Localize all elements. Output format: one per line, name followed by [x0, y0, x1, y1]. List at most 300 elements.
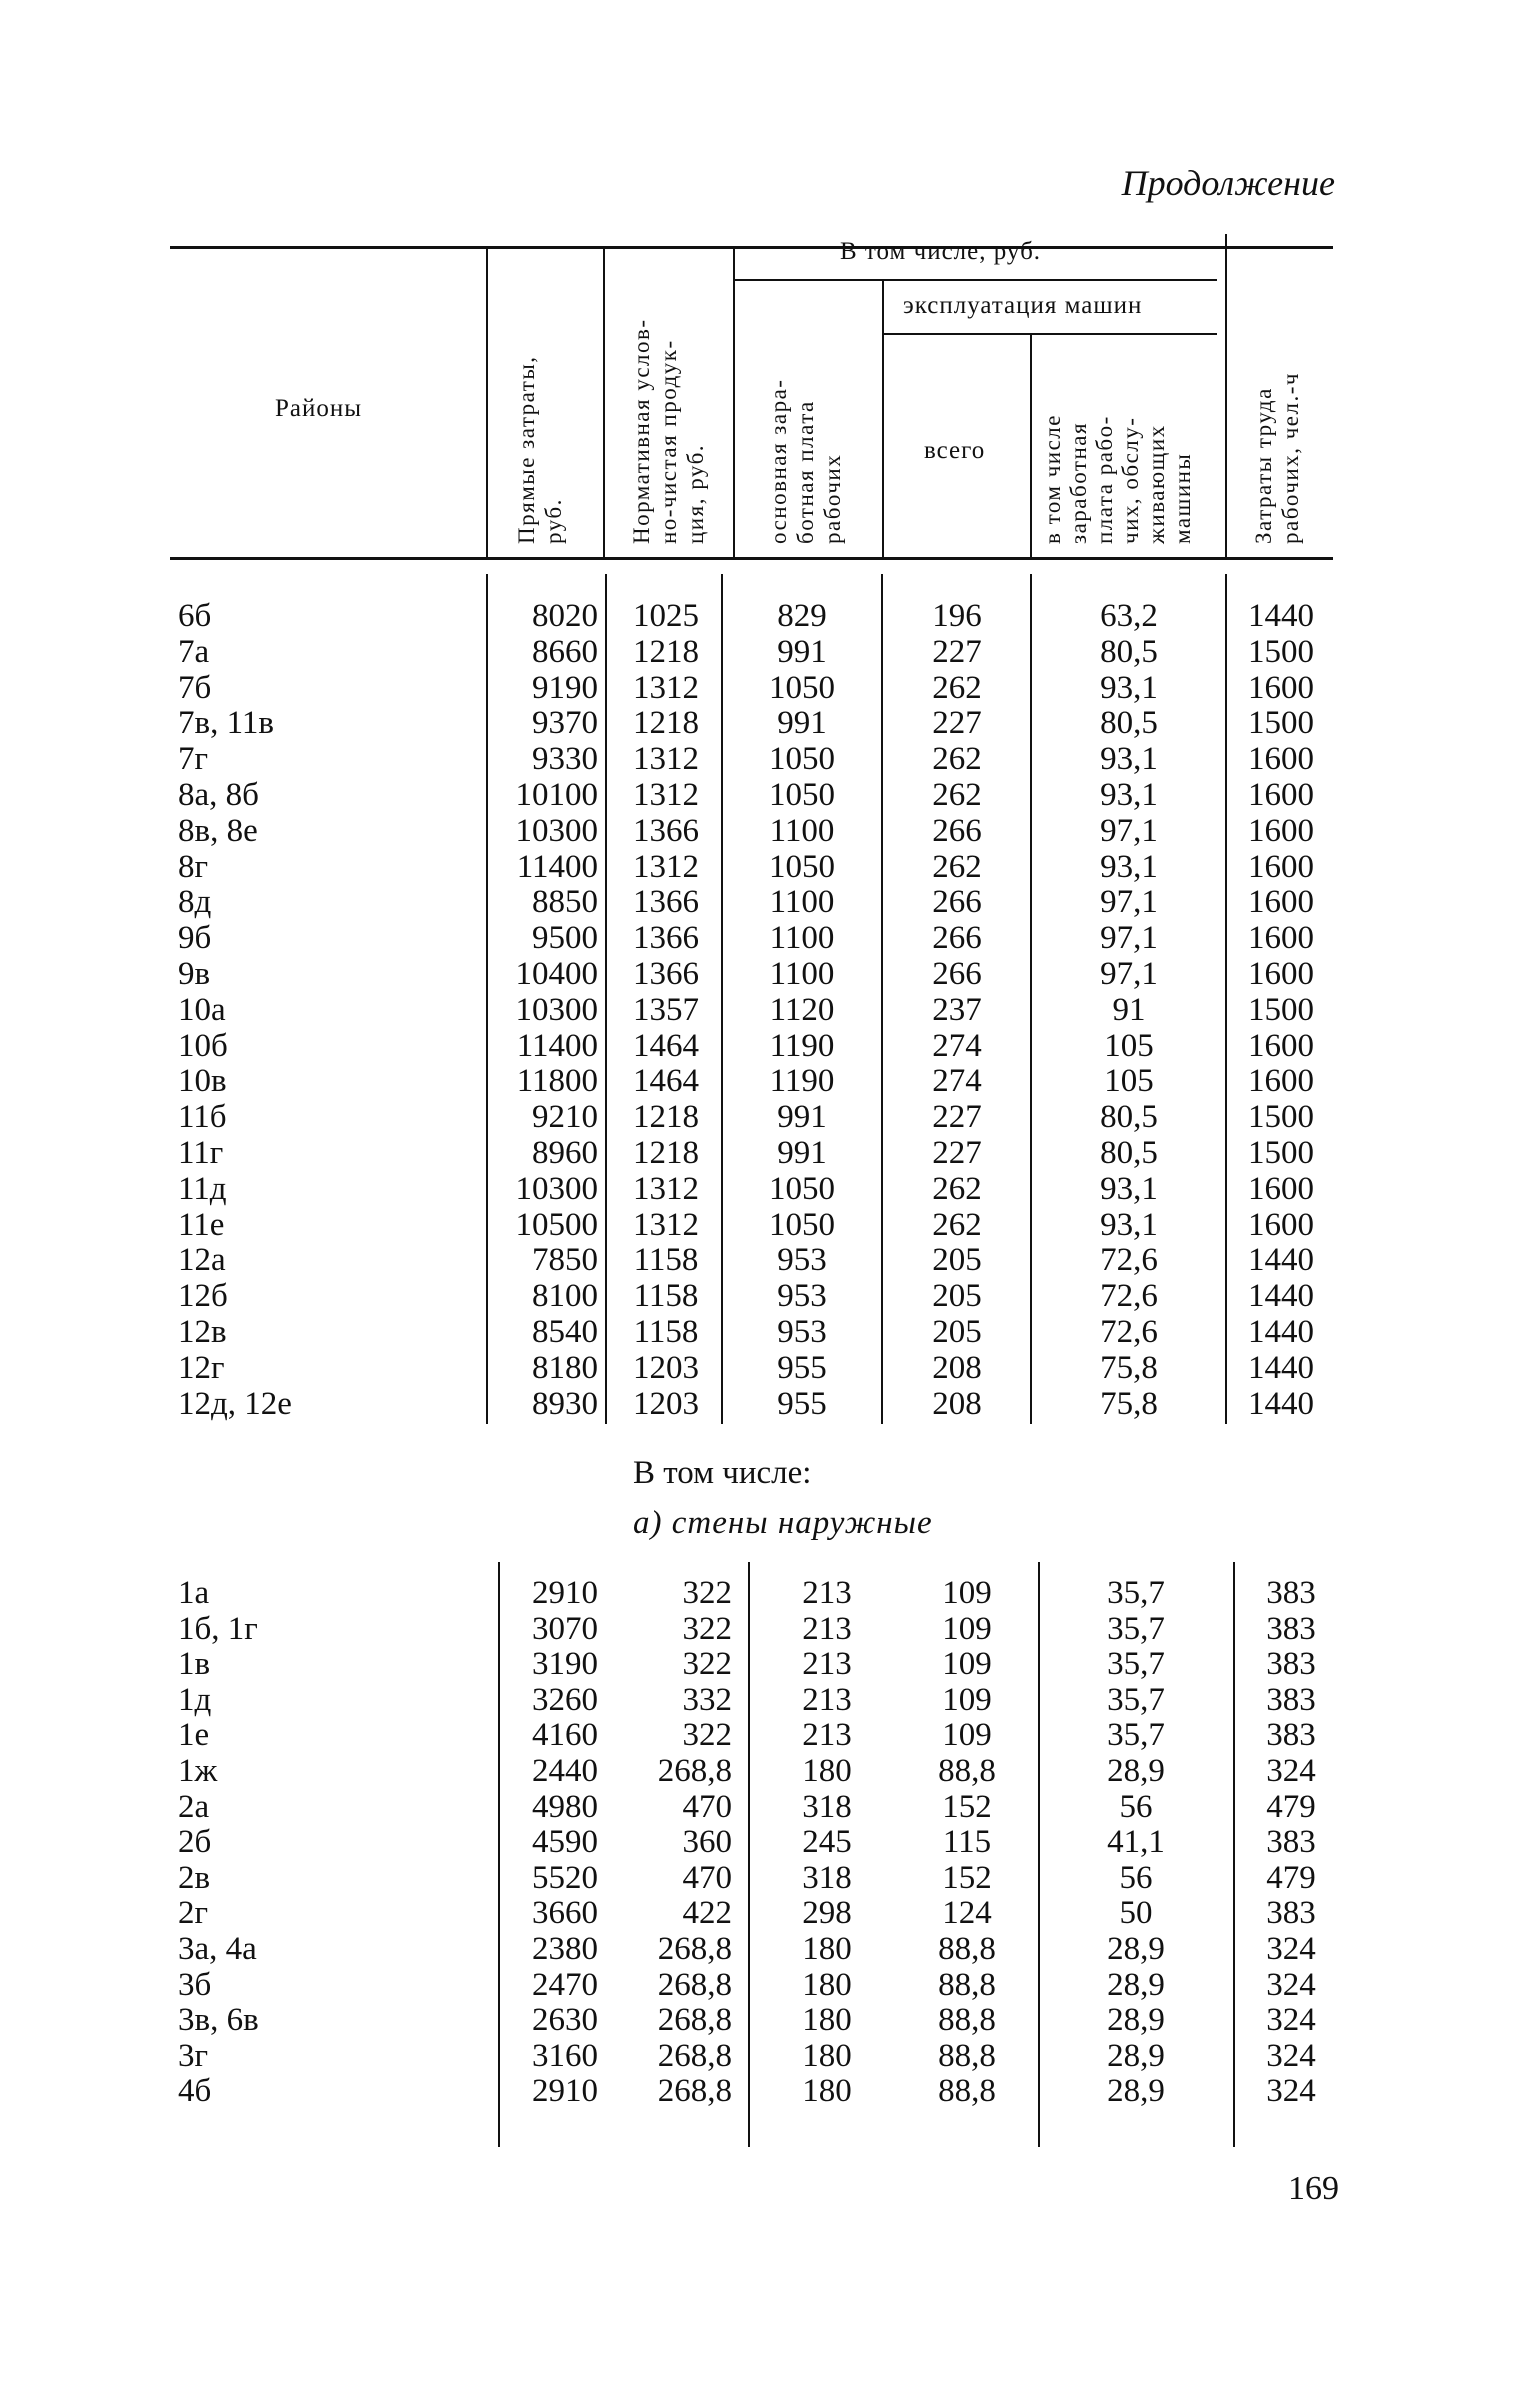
cell-labor-costs: 479: [1266, 1859, 1316, 1896]
cell-machine-wages: 93,1: [1100, 777, 1158, 813]
cell-normative-product: 1312: [633, 741, 699, 778]
cell-district: 9б: [178, 920, 212, 957]
cell-machine-total: 266: [932, 812, 982, 849]
header-machine-operation: эксплуатация машин: [903, 292, 1143, 319]
header-including: В том числе, руб.: [840, 238, 1042, 265]
cell-main-wages: 1050: [769, 1170, 835, 1207]
cell-direct-costs: 8930: [532, 1385, 598, 1422]
cell-machine-wages: 105: [1104, 1063, 1154, 1100]
table-row: [0, 992, 1528, 1028]
cell-direct-costs: 11400: [516, 848, 598, 885]
table-row: [0, 2038, 1528, 2074]
cell-labor-costs: 324: [1266, 1931, 1316, 1967]
cell-normative-product: 1158: [633, 1314, 699, 1350]
cell-machine-total: 109: [942, 1610, 992, 1647]
cell-machine-wages: 97,1: [1100, 812, 1158, 849]
cell-normative-product: 268,8: [657, 1753, 732, 1789]
cell-main-wages: 991: [777, 1099, 827, 1136]
cell-machine-wages: 80,5: [1100, 633, 1158, 670]
cell-direct-costs: 10300: [515, 1170, 598, 1207]
cell-machine-wages: 97,1: [1100, 956, 1158, 992]
cell-direct-costs: 11800: [516, 1063, 598, 1100]
cell-direct-costs: 10300: [515, 812, 598, 849]
cell-labor-costs: 1600: [1248, 848, 1314, 885]
table-row: [0, 1207, 1528, 1243]
cell-labor-costs: 1500: [1248, 633, 1314, 670]
cell-normative-product: 1158: [633, 1242, 699, 1279]
cell-direct-costs: 9330: [532, 741, 598, 778]
cell-district: 12а: [178, 1242, 226, 1279]
header-machine-total: всего: [924, 437, 986, 464]
cell-main-wages: 953: [777, 1314, 827, 1350]
cell-machine-total: 115: [942, 1824, 992, 1861]
cell-main-wages: 298: [802, 1895, 852, 1932]
cell-labor-costs: 1440: [1248, 1314, 1314, 1350]
cell-direct-costs: 3160: [532, 2037, 598, 2074]
cell-machine-total: 227: [932, 1099, 982, 1136]
table-row: [0, 1717, 1528, 1753]
cell-normative-product: 1218: [633, 633, 699, 670]
cell-normative-product: 268,8: [657, 2037, 732, 2074]
cell-machine-wages: 35,7: [1107, 1610, 1165, 1647]
cell-machine-total: 262: [932, 741, 982, 778]
cell-labor-costs: 324: [1266, 2002, 1316, 2039]
continuation-label: Продолжение: [1121, 163, 1335, 203]
cell-machine-wages: 56: [1119, 1788, 1153, 1825]
cell-machine-total: 227: [932, 705, 982, 742]
cell-direct-costs: 9500: [532, 920, 598, 957]
cell-machine-total: 262: [932, 777, 982, 813]
cell-district: 1б, 1г: [178, 1610, 258, 1647]
cell-machine-total: 266: [932, 920, 982, 957]
cell-direct-costs: 10300: [515, 991, 598, 1028]
cell-main-wages: 1050: [769, 741, 835, 778]
cell-district: 10а: [178, 991, 226, 1028]
cell-machine-wages: 93,1: [1100, 848, 1158, 885]
cell-labor-costs: 383: [1266, 1895, 1316, 1932]
cell-machine-wages: 93,1: [1100, 1170, 1158, 1207]
cell-machine-wages: 97,1: [1100, 884, 1158, 921]
cell-district: 8а, 8б: [178, 777, 259, 813]
cell-district: 1д: [178, 1681, 212, 1718]
table-row: [0, 920, 1528, 956]
cell-main-wages: 1190: [769, 1027, 835, 1064]
cell-machine-wages: 93,1: [1100, 1206, 1158, 1243]
cell-main-wages: 180: [802, 1966, 852, 2003]
table-row: [0, 1753, 1528, 1789]
cell-labor-costs: 324: [1266, 1753, 1316, 1789]
table-row: [0, 1028, 1528, 1064]
section-subtitle: а) стены наружные: [633, 1505, 933, 1541]
table-row: [0, 1171, 1528, 1207]
cell-machine-total: 88,8: [938, 1931, 996, 1967]
hdr-vline-5: [1030, 335, 1032, 557]
page-number: 169: [1288, 2170, 1339, 2207]
cell-machine-wages: 80,5: [1100, 1099, 1158, 1136]
cell-machine-total: 124: [942, 1895, 992, 1932]
cell-machine-total: 262: [932, 669, 982, 706]
cell-machine-wages: 93,1: [1100, 669, 1158, 706]
cell-main-wages: 1190: [769, 1063, 835, 1100]
cell-normative-product: 1312: [633, 777, 699, 813]
cell-district: 8г: [178, 848, 209, 885]
cell-machine-total: 88,8: [938, 1753, 996, 1789]
cell-main-wages: 213: [802, 1717, 852, 1754]
cell-normative-product: 1312: [633, 669, 699, 706]
cell-labor-costs: 1600: [1248, 920, 1314, 957]
cell-machine-total: 205: [932, 1314, 982, 1350]
cell-machine-total: 237: [932, 991, 982, 1028]
cell-labor-costs: 1500: [1248, 705, 1314, 742]
cell-direct-costs: 10500: [515, 1206, 598, 1243]
cell-normative-product: 360: [682, 1824, 732, 1861]
cell-machine-wages: 93,1: [1100, 741, 1158, 778]
cell-main-wages: 1050: [769, 669, 835, 706]
cell-direct-costs: 9210: [532, 1099, 598, 1136]
table-row: [0, 1789, 1528, 1825]
table-row: [0, 849, 1528, 885]
cell-labor-costs: 383: [1266, 1717, 1316, 1754]
cell-machine-wages: 97,1: [1100, 920, 1158, 957]
table-row: [0, 777, 1528, 813]
table-row: [0, 705, 1528, 741]
cell-main-wages: 213: [802, 1681, 852, 1718]
cell-machine-total: 262: [932, 848, 982, 885]
cell-main-wages: 1050: [769, 777, 835, 813]
cell-main-wages: 953: [777, 1242, 827, 1279]
cell-direct-costs: 10400: [515, 956, 598, 992]
cell-machine-wages: 35,7: [1107, 1646, 1165, 1683]
cell-direct-costs: 2470: [532, 1966, 598, 2003]
cell-main-wages: 180: [802, 1931, 852, 1967]
cell-normative-product: 1357: [633, 991, 699, 1028]
cell-normative-product: 1366: [633, 884, 699, 921]
cell-district: 1а: [178, 1575, 210, 1611]
table-row: [0, 1575, 1528, 1611]
cell-machine-total: 109: [942, 1681, 992, 1718]
cell-main-wages: 991: [777, 1135, 827, 1171]
cell-main-wages: 991: [777, 633, 827, 670]
cell-machine-total: 88,8: [938, 2037, 996, 2074]
cell-machine-total: 88,8: [938, 1966, 996, 2003]
table-row: [0, 1646, 1528, 1682]
cell-machine-total: 205: [932, 1242, 982, 1279]
cell-normative-product: 1218: [633, 1135, 699, 1171]
cell-direct-costs: 7850: [532, 1242, 598, 1279]
section-title: В том числе:: [633, 1455, 812, 1491]
cell-direct-costs: 2910: [532, 2073, 598, 2110]
cell-district: 12в: [178, 1314, 227, 1350]
cell-machine-wages: 72,6: [1100, 1242, 1158, 1279]
cell-normative-product: 1464: [633, 1027, 699, 1064]
cell-main-wages: 829: [777, 598, 827, 634]
cell-machine-total: 88,8: [938, 2073, 996, 2110]
cell-machine-total: 208: [932, 1385, 982, 1422]
table-row: [0, 741, 1528, 777]
cell-direct-costs: 8960: [532, 1135, 598, 1171]
hdr-vline-2: [603, 246, 605, 557]
cell-district: 1е: [178, 1717, 210, 1754]
cell-direct-costs: 9190: [532, 669, 598, 706]
machines-rule: [882, 333, 1217, 335]
table-row: [0, 1682, 1528, 1718]
table-row: [0, 884, 1528, 920]
cell-normative-product: 1203: [633, 1349, 699, 1386]
cell-machine-total: 109: [942, 1575, 992, 1611]
cell-normative-product: 322: [682, 1717, 732, 1754]
table-row: [0, 1099, 1528, 1135]
cell-labor-costs: 1600: [1248, 956, 1314, 992]
cell-labor-costs: 383: [1266, 1610, 1316, 1647]
cell-machine-wages: 28,9: [1107, 2037, 1165, 2074]
cell-normative-product: 1158: [633, 1278, 699, 1315]
cell-labor-costs: 1440: [1248, 1242, 1314, 1279]
cell-normative-product: 1218: [633, 1099, 699, 1136]
cell-normative-product: 470: [682, 1859, 732, 1896]
cell-normative-product: 422: [682, 1895, 732, 1932]
cell-labor-costs: 1500: [1248, 1099, 1314, 1136]
cell-normative-product: 1312: [633, 1170, 699, 1207]
cell-machine-wages: 41,1: [1107, 1824, 1165, 1861]
cell-machine-wages: 63,2: [1100, 598, 1158, 634]
cell-normative-product: 470: [682, 1788, 732, 1825]
cell-machine-wages: 28,9: [1107, 1931, 1165, 1967]
cell-machine-total: 152: [942, 1859, 992, 1896]
cell-normative-product: 1366: [633, 812, 699, 849]
cell-district: 11д: [178, 1170, 227, 1207]
cell-main-wages: 1100: [769, 812, 835, 849]
cell-main-wages: 180: [802, 2002, 852, 2039]
cell-main-wages: 213: [802, 1646, 852, 1683]
cell-labor-costs: 1600: [1248, 1170, 1314, 1207]
cell-machine-wages: 72,6: [1100, 1278, 1158, 1315]
cell-normative-product: 268,8: [657, 2002, 732, 2039]
table-row: [0, 956, 1528, 992]
cell-machine-wages: 35,7: [1107, 1681, 1165, 1718]
header-machine-wages: в том числе заработная плата рабо- чих, обслу- живающих машины: [1040, 414, 1195, 544]
cell-district: 7г: [178, 741, 209, 778]
cell-main-wages: 991: [777, 705, 827, 742]
table-row: [0, 1967, 1528, 2003]
cell-machine-wages: 80,5: [1100, 705, 1158, 742]
cell-normative-product: 1312: [633, 848, 699, 885]
table-row: [0, 1278, 1528, 1314]
cell-district: 8д: [178, 884, 212, 921]
cell-normative-product: 1218: [633, 705, 699, 742]
header-labor-costs: Затраты труда рабочих, чел.-ч: [1251, 372, 1303, 544]
cell-normative-product: 268,8: [657, 2073, 732, 2110]
cell-machine-total: 266: [932, 956, 982, 992]
cell-district: 3г: [178, 2037, 209, 2074]
cell-direct-costs: 3260: [532, 1681, 598, 1718]
cell-machine-total: 227: [932, 633, 982, 670]
table-row: [0, 1611, 1528, 1647]
cell-machine-wages: 35,7: [1107, 1575, 1165, 1611]
cell-labor-costs: 1600: [1248, 741, 1314, 778]
cell-machine-wages: 105: [1104, 1027, 1154, 1064]
cell-labor-costs: 1600: [1248, 777, 1314, 813]
cell-labor-costs: 1440: [1248, 598, 1314, 634]
header-direct-costs: Прямые затраты, руб.: [514, 355, 566, 544]
cell-direct-costs: 9370: [532, 705, 598, 742]
cell-machine-wages: 75,8: [1100, 1385, 1158, 1422]
cell-district: 6б: [178, 598, 212, 634]
cell-direct-costs: 8100: [532, 1278, 598, 1315]
cell-normative-product: 268,8: [657, 1931, 732, 1967]
cell-direct-costs: 8020: [532, 598, 598, 634]
cell-direct-costs: 3190: [532, 1646, 598, 1683]
cell-direct-costs: 8850: [532, 884, 598, 921]
table-row: [0, 598, 1528, 634]
table-row: [0, 634, 1528, 670]
cell-labor-costs: 1600: [1248, 884, 1314, 921]
cell-machine-total: 109: [942, 1717, 992, 1754]
cell-machine-wages: 35,7: [1107, 1717, 1165, 1754]
cell-direct-costs: 8180: [532, 1349, 598, 1386]
cell-main-wages: 1120: [769, 991, 835, 1028]
cell-direct-costs: 2910: [532, 1575, 598, 1611]
cell-normative-product: 1203: [633, 1385, 699, 1422]
table-row: [0, 1063, 1528, 1099]
cell-labor-costs: 383: [1266, 1681, 1316, 1718]
cell-normative-product: 322: [682, 1646, 732, 1683]
cell-machine-total: 262: [932, 1206, 982, 1243]
cell-machine-total: 274: [932, 1063, 982, 1100]
cell-district: 3а, 4а: [178, 1931, 257, 1967]
table-row: [0, 1350, 1528, 1386]
cell-district: 7б: [178, 669, 212, 706]
cell-labor-costs: 383: [1266, 1575, 1316, 1611]
header-normative-product: Нормативная услов- но-чистая продук- ция, руб.: [629, 318, 708, 544]
cell-normative-product: 1464: [633, 1063, 699, 1100]
cell-main-wages: 180: [802, 2037, 852, 2074]
cell-labor-costs: 1600: [1248, 669, 1314, 706]
cell-labor-costs: 383: [1266, 1824, 1316, 1861]
header-main-wages: основная зара- ботная плата рабочих: [766, 378, 845, 544]
header-top-rule: [170, 246, 1333, 249]
cell-direct-costs: 2440: [532, 1753, 598, 1789]
cell-labor-costs: 1440: [1248, 1385, 1314, 1422]
cell-district: 12б: [178, 1278, 228, 1315]
cell-district: 9в: [178, 956, 211, 992]
cell-labor-costs: 1500: [1248, 1135, 1314, 1171]
cell-machine-total: 88,8: [938, 2002, 996, 2039]
cell-district: 11б: [178, 1099, 227, 1136]
cell-district: 7в, 11в: [178, 705, 274, 742]
cell-machine-total: 109: [942, 1646, 992, 1683]
cell-labor-costs: 1440: [1248, 1278, 1314, 1315]
cell-machine-wages: 80,5: [1100, 1135, 1158, 1171]
cell-district: 2а: [178, 1788, 210, 1825]
cell-main-wages: 245: [802, 1824, 852, 1861]
cell-district: 3б: [178, 1966, 212, 2003]
cell-district: 2б: [178, 1824, 212, 1861]
cell-machine-wages: 28,9: [1107, 1753, 1165, 1789]
cell-machine-total: 196: [932, 598, 982, 634]
cell-machine-wages: 28,9: [1107, 2002, 1165, 2039]
cell-district: 10в: [178, 1063, 227, 1100]
cell-main-wages: 955: [777, 1385, 827, 1422]
cell-normative-product: 322: [682, 1575, 732, 1611]
cell-machine-total: 262: [932, 1170, 982, 1207]
cell-main-wages: 213: [802, 1575, 852, 1611]
cell-machine-total: 152: [942, 1788, 992, 1825]
cell-normative-product: 332: [682, 1681, 732, 1718]
cell-machine-total: 227: [932, 1135, 982, 1171]
cell-main-wages: 213: [802, 1610, 852, 1647]
cell-direct-costs: 3070: [532, 1610, 598, 1647]
cell-main-wages: 180: [802, 1753, 852, 1789]
table-row: [0, 1314, 1528, 1350]
hdr-vline-6: [1225, 234, 1227, 557]
table-row: [0, 1931, 1528, 1967]
cell-machine-total: 208: [932, 1349, 982, 1386]
cell-district: 2в: [178, 1859, 211, 1896]
cell-labor-costs: 1600: [1248, 1063, 1314, 1100]
cell-machine-wages: 72,6: [1100, 1314, 1158, 1350]
table-row: [0, 1824, 1528, 1860]
cell-district: 11г: [178, 1135, 224, 1171]
cell-main-wages: 318: [802, 1859, 852, 1896]
cell-labor-costs: 1600: [1248, 812, 1314, 849]
cell-district: 3в, 6в: [178, 2002, 259, 2039]
cell-labor-costs: 1500: [1248, 991, 1314, 1028]
cell-district: 1ж: [178, 1753, 218, 1789]
cell-normative-product: 322: [682, 1610, 732, 1647]
cell-machine-total: 205: [932, 1278, 982, 1315]
cell-direct-costs: 3660: [532, 1895, 598, 1932]
cell-labor-costs: 1440: [1248, 1349, 1314, 1386]
cell-machine-total: 266: [932, 884, 982, 921]
cell-direct-costs: 4590: [532, 1824, 598, 1861]
cell-labor-costs: 1600: [1248, 1027, 1314, 1064]
cell-district: 12г: [178, 1349, 225, 1386]
cell-normative-product: 1025: [633, 598, 699, 634]
cell-district: 4б: [178, 2073, 212, 2110]
cell-direct-costs: 4980: [532, 1788, 598, 1825]
table-row: [0, 2073, 1528, 2109]
cell-machine-wages: 50: [1119, 1895, 1153, 1932]
cell-labor-costs: 324: [1266, 2073, 1316, 2110]
cell-direct-costs: 5520: [532, 1859, 598, 1896]
cell-machine-wages: 91: [1112, 991, 1146, 1028]
cell-normative-product: 1366: [633, 956, 699, 992]
cell-main-wages: 953: [777, 1278, 827, 1315]
cell-district: 2г: [178, 1895, 209, 1932]
cell-district: 1в: [178, 1646, 211, 1683]
cell-normative-product: 1366: [633, 920, 699, 957]
header-bottom-rule: [170, 557, 1333, 560]
table-row: [0, 1386, 1528, 1422]
cell-main-wages: 1050: [769, 848, 835, 885]
cell-main-wages: 955: [777, 1349, 827, 1386]
cell-district: 8в, 8е: [178, 812, 258, 849]
cell-labor-costs: 1600: [1248, 1206, 1314, 1243]
cell-normative-product: 1312: [633, 1206, 699, 1243]
cell-labor-costs: 324: [1266, 1966, 1316, 2003]
cell-main-wages: 318: [802, 1788, 852, 1825]
cell-district: 10б: [178, 1027, 228, 1064]
header-districts: Районы: [275, 395, 363, 422]
table-row: [0, 1135, 1528, 1171]
cell-district: 12д, 12е: [178, 1385, 292, 1422]
including-rule: [735, 279, 1217, 281]
cell-machine-wages: 56: [1119, 1859, 1153, 1896]
cell-direct-costs: 11400: [516, 1027, 598, 1064]
cell-main-wages: 1100: [769, 956, 835, 992]
cell-district: 11е: [178, 1206, 225, 1243]
hdr-vline-1: [486, 246, 488, 557]
